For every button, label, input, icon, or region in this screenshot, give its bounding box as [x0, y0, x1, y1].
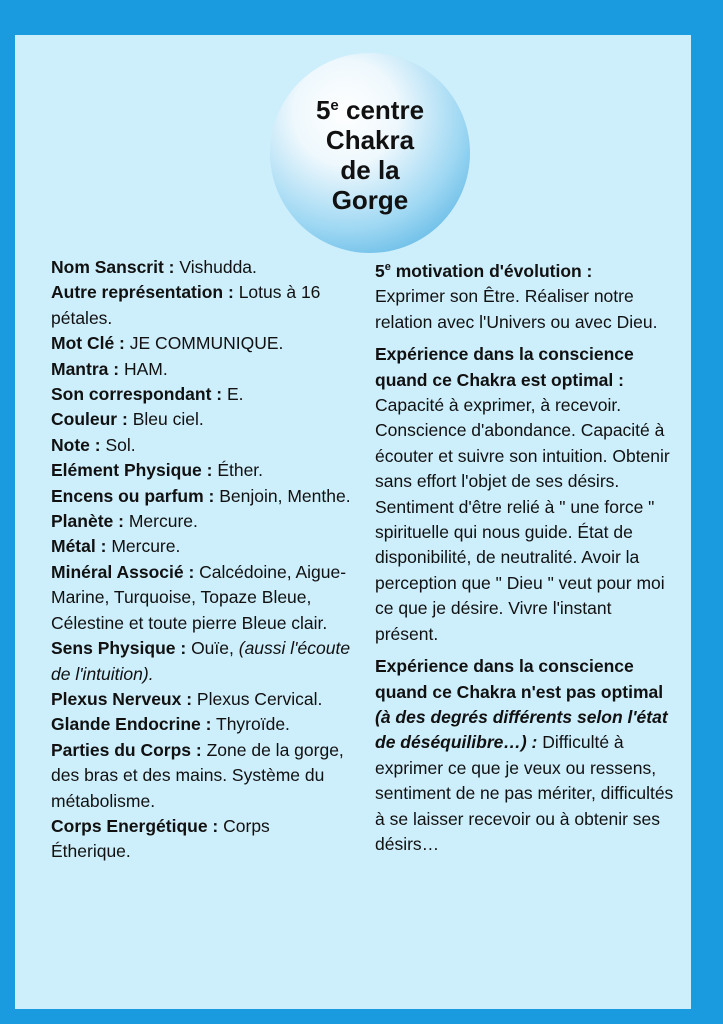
item-corps-energetique	[51, 814, 351, 865]
item-label: Elément Physique :	[51, 460, 213, 481]
item-label: Note :	[51, 434, 101, 455]
item-label: Métal :	[51, 536, 107, 557]
item-value: Plexus Cervical.	[196, 688, 323, 709]
not-optimal-label: Expérience dans la conscience quand ce Chakra n'est pas optimal	[375, 656, 664, 702]
item-label: Corps Energétique :	[51, 815, 219, 836]
item-autre-representation	[51, 280, 351, 331]
motivation-section	[375, 255, 675, 335]
item-label: Minéral Associé :	[51, 561, 195, 582]
item-element-physique	[51, 458, 351, 483]
item-value: Sol.	[105, 434, 136, 455]
orb-line-2: Chakra	[325, 125, 415, 155]
motivation-number: 5	[375, 261, 385, 281]
item-son-correspondant	[51, 382, 351, 407]
item-label: Couleur :	[51, 409, 128, 430]
orb-line-4: Gorge	[331, 185, 409, 215]
item-parties-corps	[51, 738, 351, 814]
optimal-label: Expérience dans la conscience quand ce Chakra est optimal :	[375, 344, 634, 390]
not-optimal-section	[375, 654, 675, 857]
item-value: Mercure.	[128, 511, 198, 532]
item-label: Mot Clé :	[51, 333, 125, 354]
item-value: Benjoin, Menthe.	[219, 485, 351, 506]
item-mot-cle	[51, 331, 351, 356]
experience-column	[375, 255, 675, 864]
item-value: Éther.	[217, 460, 264, 481]
item-mantra	[51, 357, 351, 382]
item-label: Son correspondant :	[51, 384, 223, 405]
orb-suffix: e	[330, 97, 339, 114]
orb-line-1	[316, 91, 424, 125]
item-metal	[51, 534, 351, 559]
item-label: Planète :	[51, 511, 124, 532]
orb-word: centre	[346, 95, 425, 125]
item-mineral	[51, 560, 351, 636]
not-optimal-text: Difficulté à exprimer ce que je veux ou ressens, sentiment de ne pas mériter, difficultés à se laisser recevoir ou à obtenir ses désirs…	[375, 732, 674, 854]
item-planete	[51, 509, 351, 534]
item-value: Ouïe,	[191, 638, 234, 659]
item-plexus	[51, 687, 351, 712]
item-nom-sanscrit	[51, 255, 351, 280]
optimal-section	[375, 342, 675, 647]
item-value: Zone de la gorge, des bras et des mains. Système du métabolisme.	[51, 739, 344, 811]
title-orb	[270, 53, 470, 253]
item-label: Glande Endocrine :	[51, 714, 212, 735]
item-label: Autre représentation :	[51, 282, 234, 303]
item-value: Corps Étherique.	[51, 815, 270, 862]
item-value: E.	[227, 384, 244, 405]
not-optimal-italic: (à des degrés différents selon l'état de déséquilibre…) :	[375, 706, 668, 753]
orb-line-3: de la	[340, 155, 400, 185]
item-label: Parties du Corps :	[51, 739, 202, 760]
item-label: Encens ou parfum :	[51, 485, 215, 506]
optimal-text: Capacité à exprimer, à recevoir. Conscience d'abondance. Capacité à écouter et suivre son intuition. Obtenir sans effort l'objet de ses désirs. Sentiment d'être relié à " une force " spirituelle qui nous guide. État de disponibilité, de neutralité. Avoir la perception que " Dieu " veut pour moi ce que je désire. Vivre l'instant présent.	[375, 395, 670, 644]
item-value: Vishudda.	[179, 257, 257, 277]
item-value: Mercure.	[111, 536, 181, 557]
item-value: Lotus à 16 pétales.	[51, 282, 321, 328]
item-value: Thyroïde.	[216, 714, 290, 735]
item-label: Sens Physique :	[51, 638, 187, 659]
item-glande	[51, 712, 351, 737]
item-value: HAM.	[123, 358, 168, 379]
properties-column	[51, 255, 351, 865]
item-sens-physique	[51, 636, 351, 687]
motivation-suffix: e	[384, 261, 391, 273]
motivation-text: Exprimer son Être. Réaliser notre relation avec l'Univers ou avec Dieu.	[375, 286, 658, 332]
orb-number: 5	[315, 95, 331, 125]
item-label: Plexus Nerveux :	[51, 688, 193, 709]
item-label: Nom Sanscrit :	[51, 257, 175, 277]
item-value: JE COMMUNIQUE.	[129, 333, 284, 354]
item-note	[51, 433, 351, 458]
item-couleur	[51, 407, 351, 432]
motivation-label	[375, 261, 592, 281]
item-value: Bleu ciel.	[132, 409, 204, 430]
motivation-label-text: motivation d'évolution :	[395, 261, 593, 281]
item-label: Mantra :	[51, 358, 120, 379]
item-value: Calcédoine, Aigue-Marine, Turquoise, Topaze Bleue, Célestine et toute pierre Bleue clair.	[51, 561, 347, 633]
item-italic-note: (aussi l'écoute de l'intuition).	[51, 638, 351, 684]
item-encens	[51, 484, 351, 509]
